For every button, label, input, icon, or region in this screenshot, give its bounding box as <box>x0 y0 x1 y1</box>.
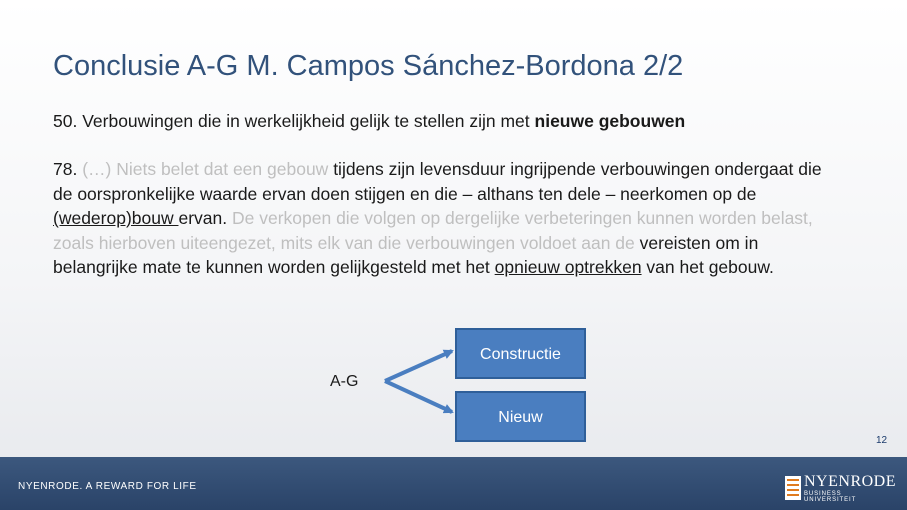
crest-icon <box>784 475 802 501</box>
paragraph-78-grey-1: (…) Niets belet dat een gebouw <box>82 159 334 179</box>
paragraph-78-underline-2: opnieuw optrekken <box>494 257 642 277</box>
paragraph-78-text-3: vereisten om in belangrijke mate te kunnen worden gelijkgesteld met het <box>53 232 759 277</box>
box-nieuw-label: Nieuw <box>498 409 543 426</box>
paragraph-50 <box>53 111 685 132</box>
paragraph-78-number: 78. <box>53 159 83 179</box>
paragraph-78-grey-2: De verkopen die volgen op dergelijke verbeteringen kunnen worden belast, zoals hierboven uiteengezet, mits elk van die verbouwingen voldoet aan de <box>53 208 813 253</box>
box-nieuw <box>455 391 586 442</box>
box-constructie <box>455 328 586 379</box>
paragraph-78-text-1: tijdens zijn levensduur ingrijpende verbouwingen ondergaat die de oorspronkelijke waarde ervan doen stijgen en die – althans ten dele – neerkomen op de <box>53 159 822 204</box>
footer-bar <box>0 457 907 510</box>
logo-subtitle: BUSINESS UNIVERSITEIT <box>804 491 857 503</box>
slide-title: Conclusie A-G M. Campos Sánchez-Bordona 2/2 <box>53 50 684 82</box>
footer-tagline: NYENRODE. A REWARD FOR LIFE <box>18 481 197 492</box>
paragraph-78-underline-1: (wederop)bouw <box>53 208 179 228</box>
paragraph-78-text-4: van het gebouw. <box>641 257 774 277</box>
paragraph-50-bold: nieuwe gebouwen <box>534 111 686 131</box>
diagram-source-label: A-G <box>330 373 359 390</box>
paragraph-78-text-2: ervan. <box>178 208 232 228</box>
arrow-to-constructie <box>385 351 452 381</box>
paragraph-78 <box>53 157 823 280</box>
box-constructie-label: Constructie <box>480 346 561 363</box>
nyenrode-logo <box>784 473 894 503</box>
paragraph-50-text: 50. Verbouwingen die in werkelijkheid gelijk te stellen zijn met <box>53 111 535 131</box>
page-number: 12 <box>876 435 888 446</box>
logo-name: NYENRODE <box>804 473 896 490</box>
arrow-to-nieuw <box>385 381 452 412</box>
